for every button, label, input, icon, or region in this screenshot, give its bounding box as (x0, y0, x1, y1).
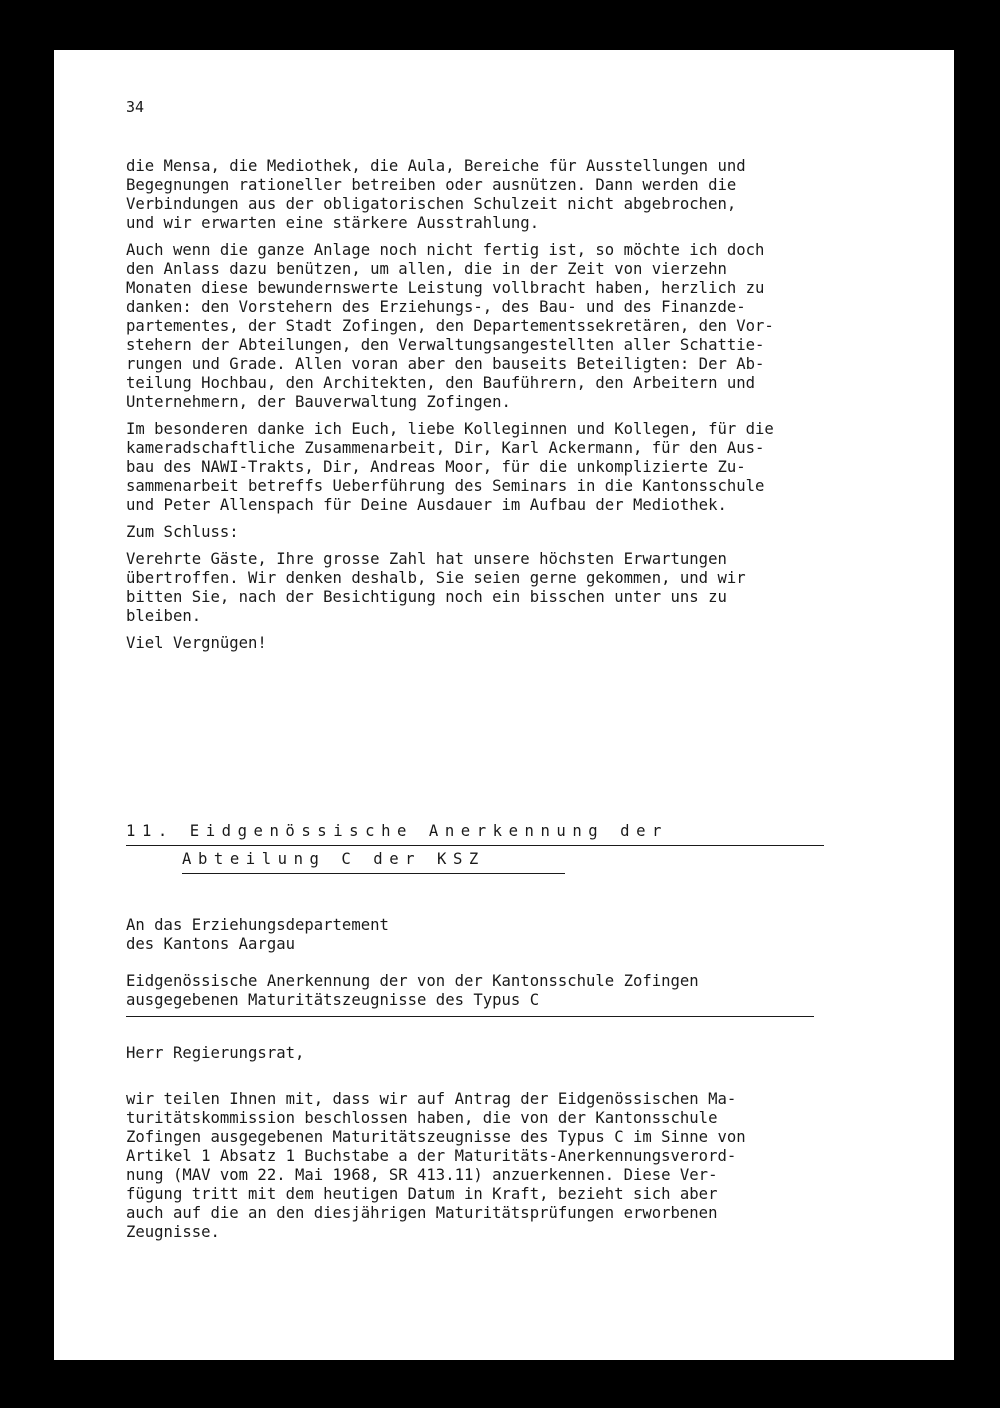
paragraph-1: die Mensa, die Mediothek, die Aula, Bereiche für Ausstellungen und Begegnungen rationeller betreiben oder ausnützen. Dann werden die Verbindungen aus der obligatorischen Schulzeit nicht abgebrochen, und wir erwarten eine stärkere Ausstrahlung. (126, 157, 746, 232)
recipient-line2: des Kantons Aargau (126, 935, 295, 953)
paragraph-4: Zum Schluss: (126, 523, 239, 541)
paragraph-2: Auch wenn die ganze Anlage noch nicht fertig ist, so möchte ich doch den Anlass dazu benützen, um allen, die in der Zeit von vierzehn Monaten diese bewundernswerte Leistung vollbracht haben, herzlich zu danken: den Vorstehern des Erziehungs-, des Bau- und des Finanzde- partementes, der Stadt Zofingen, den Departementssekretären, den Vor- stehern der Abteilungen, den Verwaltungsangestellten aller Schattie- rungen und Grade. Allen voran aber den bauseits Beteiligten: Der Ab- teilung Hochbau, den Architekten, den Bauführern, den Arbeitern und Unternehmern, der Bauverwaltung Zofingen. (126, 241, 774, 411)
subject-line1: Eidgenössische Anerkennung der von der Kantonsschule Zofingen (126, 972, 699, 990)
section-title-line1: Eidgenössische Anerkennung der (189, 822, 668, 840)
salutation: Herr Regierungsrat, (126, 1044, 305, 1062)
recipient-line1: An das Erziehungsdepartement (126, 916, 389, 934)
document-page (54, 50, 954, 1360)
section-heading (126, 820, 826, 874)
paragraph-5: Verehrte Gäste, Ihre grosse Zahl hat unsere höchsten Erwartungen übertroffen. Wir denken deshalb, Sie seien gerne gekommen, und wir bitten Sie, nach der Besichtigung noch ein bisschen unter uns zu bleiben. (126, 550, 746, 625)
letter-subject (126, 972, 814, 1017)
paragraph-3: Im besonderen danke ich Euch, liebe Kolleginnen und Kollegen, für die kameradschaftliche Zusammenarbeit, Dir, Karl Ackermann, für den Aus- bau des NAWI-Trakts, Dir, Andreas Moor, für die unkomplizierte Zu- sammenarbeit betreffs Ueberführung des Seminars in die Kantonsschule und Peter Allenspach für Deine Ausdauer im Aufbau der Mediothek. (126, 420, 774, 514)
section-title-line2: Abteilung C der KSZ (182, 848, 565, 874)
speech-body (126, 157, 926, 661)
section-number: 11. (126, 822, 174, 840)
page-number: 34 (126, 98, 145, 116)
paragraph-6: Viel Vergnügen! (126, 634, 267, 652)
section-heading-line1 (126, 820, 824, 846)
subject-line2: ausgegebenen Maturitätszeugnisse des Typus C (126, 991, 540, 1009)
letter-body: wir teilen Ihnen mit, dass wir auf Antrag der Eidgenössischen Ma- turitätskommission beschlossen haben, die von der Kantonsschule Zofingen ausgegebenen Maturitätszeugnisse des Typus C im Sinne von Artikel 1 Absatz 1 Buchstabe a der Maturitäts-Anerkennungsverord- nung (MAV vom 22. Mai 1968, SR 413.11) anzuerkennen. Diese Ver- fügung tritt mit dem heutigen Datum in Kraft, bezieht sich aber auch auf die an den diesjährigen Maturitätsprüfungen erworbenen Zeugnisse. (126, 1090, 746, 1241)
letter (126, 916, 926, 1242)
